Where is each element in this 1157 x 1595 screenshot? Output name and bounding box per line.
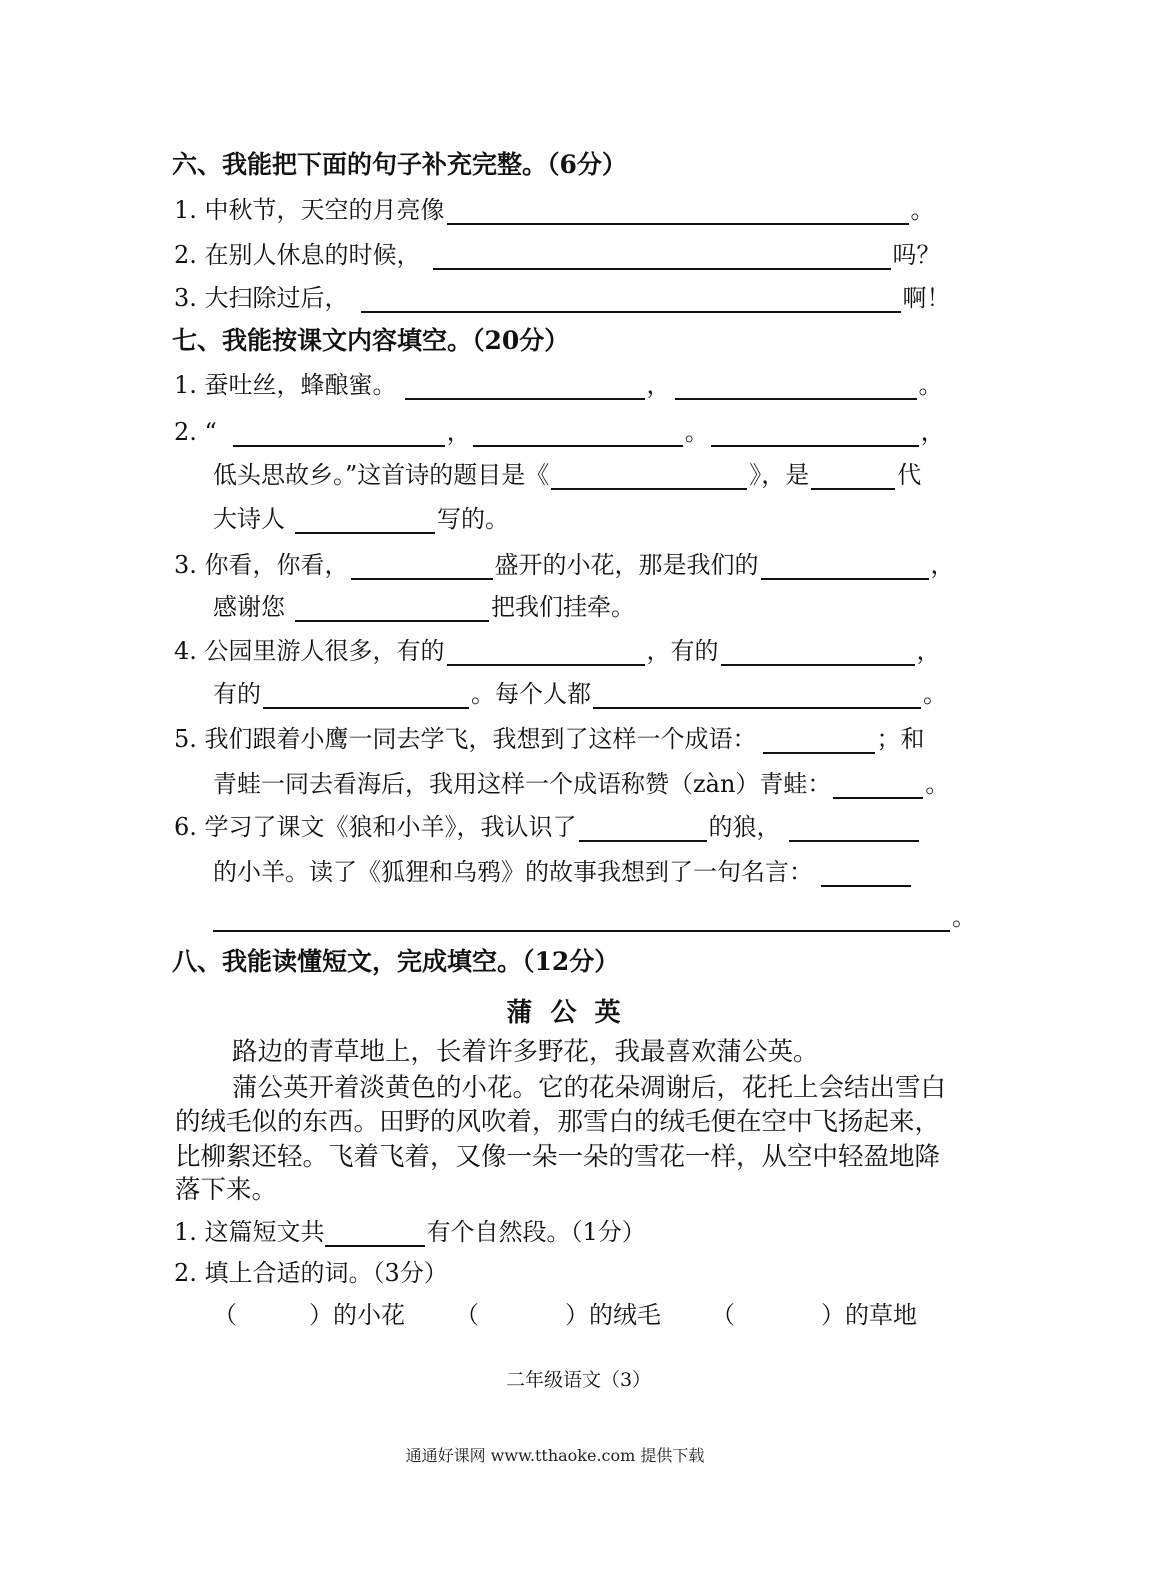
s8-question-2-blanks (213, 1300, 917, 1330)
text: 。 (910, 196, 935, 224)
answer-blank[interactable] (325, 1221, 425, 1247)
text: 感谢您 (213, 593, 285, 621)
text: 。每个人都 (471, 680, 591, 708)
section-7-heading: 七、我能按课文内容填空。（20分） (172, 326, 570, 355)
s7-question-6-cont (213, 857, 913, 887)
text: 有的 (213, 680, 261, 708)
open-paren: （ (711, 1301, 735, 1329)
text: 2. 在别人休息的时候， (174, 241, 421, 269)
answer-blank[interactable] (763, 728, 875, 754)
answer-blank[interactable] (761, 554, 929, 580)
answer-blank[interactable] (295, 508, 435, 534)
s7-question-5-cont (213, 769, 949, 799)
page-footer: 二年级语文（3） (505, 1369, 652, 1391)
s6-question-1 (174, 195, 935, 225)
s7-question-1 (174, 370, 943, 400)
text: 啊！ (902, 284, 951, 312)
text: 大诗人 (213, 505, 285, 533)
section-8-heading: 八、我能读懂短文，完成填空。（12分） (172, 947, 620, 976)
s7-question-2-cont (213, 460, 921, 490)
answer-blank[interactable] (551, 464, 747, 490)
text: 3. 大扫除过后， (174, 284, 349, 312)
s7-question-4-cont (213, 679, 947, 709)
answer-blank[interactable] (361, 287, 901, 313)
text: 的狼， (708, 813, 781, 841)
watermark: 通通好课网 www.tthaoke.com 提供下载 (405, 1446, 705, 1465)
s7-question-6 (174, 812, 921, 842)
text: 代 (897, 461, 922, 489)
answer-blank[interactable] (263, 683, 469, 709)
text: 写的。 (437, 505, 509, 533)
text: ，有的 (646, 637, 719, 665)
text: ， (916, 637, 941, 665)
text: 1. 蚕吐丝，蜂酿蜜。 (174, 371, 397, 399)
answer-blank[interactable] (473, 421, 683, 447)
answer-blank[interactable] (579, 816, 707, 842)
text: 1. 这篇短文共 (174, 1218, 325, 1246)
answer-blank[interactable] (811, 464, 895, 490)
s7-question-3-cont (213, 592, 635, 622)
text: 。 (952, 903, 976, 931)
answer-blank[interactable] (295, 596, 489, 622)
s7-question-2-cont2 (213, 504, 509, 534)
text: ， (646, 371, 671, 399)
text: 6. 学习了课文《狼和小羊》，我认识了 (174, 813, 577, 841)
answer-blank[interactable] (213, 906, 950, 932)
s7-question-4 (174, 636, 941, 666)
text: 。 (925, 770, 950, 798)
passage-line: 蒲公英开着淡黄色的小花。它的花朵凋谢后，花托上会结出雪白 (232, 1073, 947, 1103)
text: ， (930, 551, 955, 579)
s7-question-3 (174, 550, 955, 580)
answer-blank[interactable] (447, 640, 645, 666)
answer-blank[interactable] (351, 554, 493, 580)
text: ；和 (876, 725, 925, 753)
text: ）的草地 (821, 1301, 917, 1329)
passage-line: 的绒毛似的东西。田野的风吹着，那雪白的绒毛便在空中飞扬起来， (175, 1107, 941, 1137)
passage-line: 比柳絮还轻。飞着飞着，又像一朵一朵的雪花一样，从空中轻盈地降 (175, 1142, 941, 1172)
text: 。 (684, 418, 709, 446)
s8-question-1 (174, 1217, 646, 1247)
text: 。 (923, 680, 947, 708)
text: 1. 中秋节，天空的月亮像 (174, 196, 445, 224)
answer-blank[interactable] (721, 640, 915, 666)
s7-question-6-cont2 (213, 902, 976, 932)
text: ， (920, 418, 945, 446)
answer-blank[interactable] (405, 374, 645, 400)
text: 3. 你看，你看， (174, 551, 349, 579)
text: ）的绒毛 (565, 1301, 661, 1329)
answer-blank[interactable] (789, 816, 919, 842)
passage-line: 落下来。 (175, 1175, 278, 1205)
answer-blank[interactable] (433, 244, 891, 270)
text: 有个自然段。（1分） (426, 1218, 646, 1246)
text: 青蛙一同去看海后，我用这样一个成语称赞（zàn）青蛙： (213, 770, 832, 798)
text: 》，是 (749, 461, 810, 489)
text: ）的小花 (309, 1301, 405, 1329)
s8-question-2: 2. 填上合适的词。（3分） (174, 1259, 448, 1287)
text: 低头思故乡。”这首诗的题目是《 (213, 461, 550, 489)
s7-question-2 (174, 417, 945, 447)
text: 5. 我们跟着小鹰一同去学飞，我想到了这样一个成语： (174, 725, 757, 753)
answer-blank[interactable] (447, 199, 909, 225)
text: 2. “ (174, 418, 217, 446)
open-paren: （ (213, 1301, 237, 1329)
answer-blank[interactable] (833, 773, 923, 799)
s7-question-5 (174, 724, 925, 754)
text: 。 (918, 371, 943, 399)
passage-title: 蒲公英 (506, 998, 639, 1028)
passage-line: 路边的青草地上，长着许多野花，我最喜欢蒲公英。 (232, 1037, 819, 1067)
answer-blank[interactable] (821, 861, 911, 887)
answer-blank[interactable] (593, 683, 921, 709)
text: 盛开的小花，那是我们的 (494, 551, 759, 579)
answer-blank[interactable] (233, 421, 445, 447)
s6-question-3 (174, 283, 951, 313)
answer-blank[interactable] (711, 421, 919, 447)
text: 的小羊。读了《狐狸和乌鸦》的故事我想到了一句名言： (213, 858, 813, 886)
answer-blank[interactable] (675, 374, 917, 400)
text: ， (446, 418, 471, 446)
text: 吗？ (892, 241, 941, 269)
s6-question-2 (174, 240, 941, 270)
section-6-heading: 六、我能把下面的句子补充完整。（6分） (172, 150, 627, 179)
text: 4. 公园里游人很多，有的 (174, 637, 445, 665)
text: 把我们挂牵。 (491, 593, 635, 621)
open-paren: （ (455, 1301, 479, 1329)
